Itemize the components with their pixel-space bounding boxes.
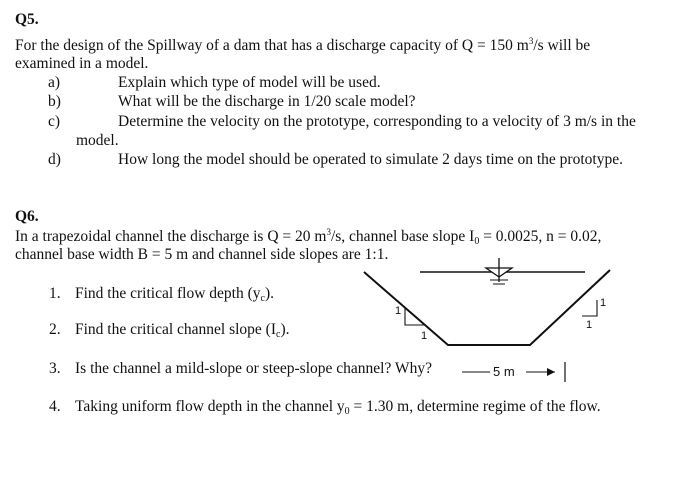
q5-intro-line2: examined in a model.	[15, 55, 149, 72]
q5-item-a-text: Explain which type of model will be used.	[118, 74, 381, 91]
q5-item-b-text: What will be the discharge in 1/20 scale model?	[118, 93, 416, 110]
q6-item-1-sub: c	[260, 293, 265, 304]
q5-item-c-label: c)	[48, 113, 61, 130]
q6-heading: Q6.	[15, 208, 39, 225]
base-dimension-arrow-icon	[547, 368, 555, 376]
q6-item-3-num: 3.	[49, 360, 61, 377]
q6-item-2-num: 2.	[49, 321, 61, 338]
q5-intro-text-a: For the design of the Spillway of a dam that has a discharge capacity of Q = 150 m	[15, 37, 529, 54]
water-surface-symbol-icon	[486, 258, 512, 284]
right-slope-horizontal-label: 1	[586, 319, 593, 331]
q6-item-1-text-a: Find the critical flow depth (y	[75, 285, 261, 302]
q5-heading: Q5.	[15, 11, 39, 28]
q6-item-2-sub: c	[276, 329, 281, 340]
q6-line1-text-c: = 0.0025, n = 0.02,	[479, 228, 602, 245]
q6-item-4-text-b: = 1.30 m, determine regime of the flow.	[349, 398, 601, 415]
q5-item-d-text: How long the model should be operated to simulate 2 days time on the prototype.	[118, 151, 623, 168]
q6-line1-sup: 3	[326, 227, 331, 237]
q5-item-d-label: d)	[48, 151, 61, 168]
q6-item-1-num: 1.	[49, 285, 61, 302]
q5-item-c-text: Determine the velocity on the prototype, corresponding to a velocity of 3 m/s in the	[118, 113, 636, 130]
left-slope-horizontal-label: 1	[421, 330, 428, 342]
q6-item-4-text-a: Taking uniform flow depth in the channel y	[75, 398, 345, 415]
q6-item-2-text-a: Find the critical channel slope (I	[75, 321, 277, 338]
q6-line2: channel base width B = 5 m and channel side slopes are 1:1.	[15, 246, 389, 263]
q6-item-3-text-a: Is the channel a mild-slope or steep-slope channel? Why?	[75, 360, 432, 377]
base-width-label: 5 m	[493, 364, 515, 379]
q6-item-4-num: 4.	[49, 398, 61, 415]
q5-intro-text-b: /s will be	[533, 37, 591, 54]
q6-item-4-sub: 0	[344, 406, 350, 417]
q5-item-c-continuation: model.	[76, 132, 119, 149]
right-slope-vertical-label: 1	[600, 297, 607, 309]
q6-item-1-text-b: ).	[264, 285, 275, 302]
q6-item-2-text-b: ).	[280, 321, 290, 338]
q5-item-a-label: a)	[48, 74, 61, 91]
left-slope-vertical-label: 1	[395, 305, 402, 317]
q5-intro-sup: 3	[528, 36, 534, 46]
q5-item-b-label: b)	[48, 93, 61, 110]
right-slope-triangle	[582, 300, 597, 316]
q6-line1-sub: 0	[474, 236, 480, 247]
q6-line1-text-b: /s, channel base slope I	[330, 228, 475, 245]
q6-line1-text-a: In a trapezoidal channel the discharge is Q = 20 m	[15, 228, 327, 245]
